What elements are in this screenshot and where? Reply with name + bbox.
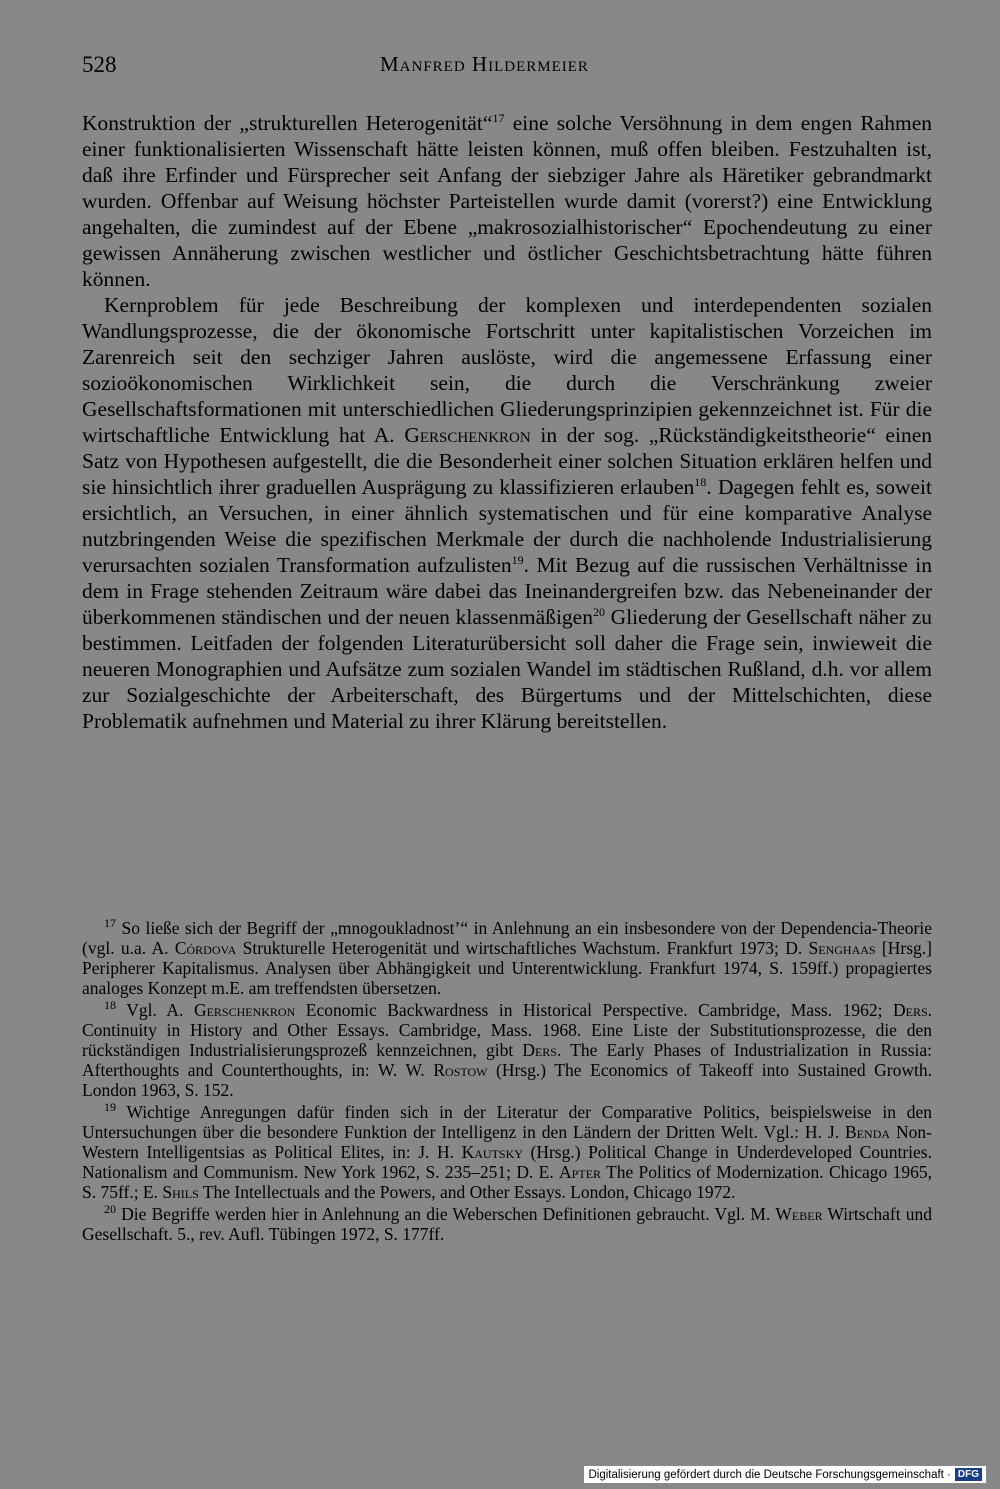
text-run: Economic Backwardness in Historical Perspective. Cambridge, Mass. 1962; bbox=[295, 1000, 893, 1020]
author-name: Apter bbox=[559, 1162, 602, 1182]
footnote-number: 18 bbox=[104, 998, 116, 1013]
text-run: Non-Western Intelligentsias as Political Elites, in: J. H. bbox=[82, 1122, 932, 1162]
footnote-ref: 20 bbox=[592, 604, 605, 619]
text-run: Kernproblem für jede Beschreibung der komplexen und interdependenten sozialen Wandlungsprozesse, die der ökonomische Fortschritt unter kapitalistischen Vorzeichen im Zarenreich seit den sechziger Jahren auslöste, wird die angemessene Erfassung einer sozioökonomischen Wirklichkeit sein, die durch die Verschränkung zweier Gesellschaftsformationen mit unterschiedlichen Gliederungsprinzipien gekennzeichnet ist. Für die wirtschaftliche Entwicklung hat A. bbox=[82, 293, 932, 447]
text-run: Gliederung der Gesellschaft näher zu bestimmen. Leitfaden der folgenden Literaturübersicht soll daher die Frage sein, inwieweit die neueren Monographien und Aufsätze zum sozialen Wandel im städtischen Rußland, d.h. vor allem zur Sozialgeschichte der Arbeiterschaft, des Bürgertums und der Mittelschichten, diese Problematik aufnehmen und Material zu ihrer Klärung bereitstellen. bbox=[82, 605, 932, 733]
footnote-ref: 17 bbox=[492, 110, 505, 125]
text-run: Vgl. A. bbox=[116, 1000, 194, 1020]
text-run: eine solche Versöhnung in dem engen Rahmen einer funktionalisierten Wissenschaft hätte leisten können, muß offen bleiben. Festzuhalten ist, daß ihre Erfinder und Fürsprecher seit Anfang der siebziger Jahre als Häretiker gebrandmarkt wurden. Offenbar auf Weisung höchster Parteistellen wurde damit (vorerst?) eine Entwicklung angehalten, die zumindest auf der Ebene „makrosozialhistorischer“ Epochendeutung zu einer gewissen Annäherung zwischen westlicher und östlicher Geschichtsbetrachtung hätte führen können. bbox=[82, 111, 932, 291]
text-run: So ließe sich der Begriff der „mnogoukladnost’“ in Anlehnung an ein insbesondere von der Dependencia-Theorie (vgl. u.a. A. bbox=[82, 918, 932, 958]
text-run: (Hrsg.) The Economics of Takeoff into Sustained Growth. London 1963, S. 152. bbox=[82, 1060, 932, 1100]
text-run: . Mit Bezug auf die russischen Verhältnisse in dem in Frage stehenden Zeitraum wäre dabei das Ineinandergreifen bzw. das Nebeneinander der überkommenen ständischen und der neuen klassenmäßigen bbox=[82, 553, 932, 629]
author-name: Ders. bbox=[522, 1040, 562, 1060]
text-run: The Intellectuals and the Powers, and Other Essays. London, Chicago 1972. bbox=[198, 1182, 736, 1202]
author-name: Weber bbox=[775, 1204, 823, 1224]
footnote-number: 19 bbox=[104, 1100, 116, 1115]
author-name: Córdova bbox=[174, 938, 237, 958]
paragraph-2 bbox=[82, 292, 932, 734]
text-run: Strukturelle Heterogenität und wirtschaftliches Wachstum. Frankfurt 1973; D. bbox=[236, 938, 809, 958]
author-name: Gerschenkron bbox=[193, 1000, 296, 1020]
text-run: (Hrsg.) Political Change in Underdeveloped Countries. Nationalism and Communism. New York 1962, S. 235–251; D. E. bbox=[82, 1142, 932, 1182]
author-name: Shils bbox=[162, 1182, 199, 1202]
text-run: Konstruktion der „strukturellen Heterogenität“ bbox=[82, 111, 493, 135]
footnotes bbox=[82, 918, 932, 1246]
text-run: in der sog. „Rückständigkeitstheorie“ einen Satz von Hypothesen aufgestellt, die die Besonderheit einer solchen Situation erklären helfen und sie hinsichtlich ihrer graduellen Ausprägung zu klassifizieren erlauben bbox=[82, 423, 932, 499]
footnote-ref: 18 bbox=[694, 474, 707, 489]
footnote-number: 20 bbox=[104, 1202, 116, 1217]
dfg-logo: DFG bbox=[955, 1468, 982, 1481]
text-run: Continuity in History and Other Essays. Cambridge, Mass. 1968. Eine Liste der Substitutionsprozesse, die den rückständigen Industrialisierungsprozeß kennzeichnen, gibt bbox=[82, 1020, 932, 1060]
footnote-17 bbox=[82, 918, 932, 998]
running-head: Manfred Hildermeier bbox=[380, 52, 589, 76]
text-run: Die Begriffe werden hier in Anlehnung an die Weberschen Definitionen gebraucht. Vgl. M. bbox=[116, 1204, 776, 1224]
footnote-number: 17 bbox=[104, 916, 116, 931]
footnote-20 bbox=[82, 1204, 932, 1244]
text-run: [Hrsg.] Peripherer Kapitalismus. Analysen über Abhängigkeit und Unterentwicklung. Frankfurt 1974, S. 159ff.) propagiertes analoges Konzept m.E. am treffendsten übersetzen. bbox=[82, 938, 932, 998]
body-text bbox=[82, 110, 932, 734]
paragraph-1 bbox=[82, 110, 932, 292]
text-run: The Early Phases of Industrialization in Russia: Afterthoughts and Counterthoughts, in: W. W. bbox=[82, 1040, 932, 1080]
text-run: Wirtschaft und Gesellschaft. 5., rev. Aufl. Tübingen 1972, S. 177ff. bbox=[82, 1204, 932, 1244]
footnote-19 bbox=[82, 1102, 932, 1202]
text-run: The Politics of Modernization. Chicago 1965, S. 75ff.; E. bbox=[82, 1162, 932, 1202]
author-name: Benda bbox=[845, 1122, 891, 1142]
author-name: Rostow bbox=[433, 1060, 488, 1080]
digitization-footer bbox=[584, 1466, 986, 1483]
author-name: Ders. bbox=[892, 1000, 933, 1020]
footer-text: Digitalisierung gefördert durch die Deutsche Forschungsgemeinschaft · bbox=[588, 1468, 951, 1481]
footnote-ref: 19 bbox=[511, 552, 524, 567]
footnote-18 bbox=[82, 1000, 932, 1100]
author-name: Kautsky bbox=[461, 1142, 523, 1162]
author-name: Senghaas bbox=[808, 938, 876, 958]
text-run: . Dagegen fehlt es, soweit ersichtlich, an Versuchen, in einer ähnlich systematischen und für eine komparative Analyse nutzbringenden Weise die spezifischen Merkmale der durch die nachholende Industrialisierung verursachten sozialen Transformation aufzulisten bbox=[82, 475, 932, 577]
page-number: 528 bbox=[82, 52, 117, 77]
author-name: Gerschenkron bbox=[404, 423, 531, 447]
text-run: Wichtige Anregungen dafür finden sich in der Literatur der Comparative Politics, beispielsweise in den Untersuchungen über die besondere Funktion der Intelligenz in den Ländern der Dritten Welt. Vgl.: H. J. bbox=[82, 1102, 932, 1142]
